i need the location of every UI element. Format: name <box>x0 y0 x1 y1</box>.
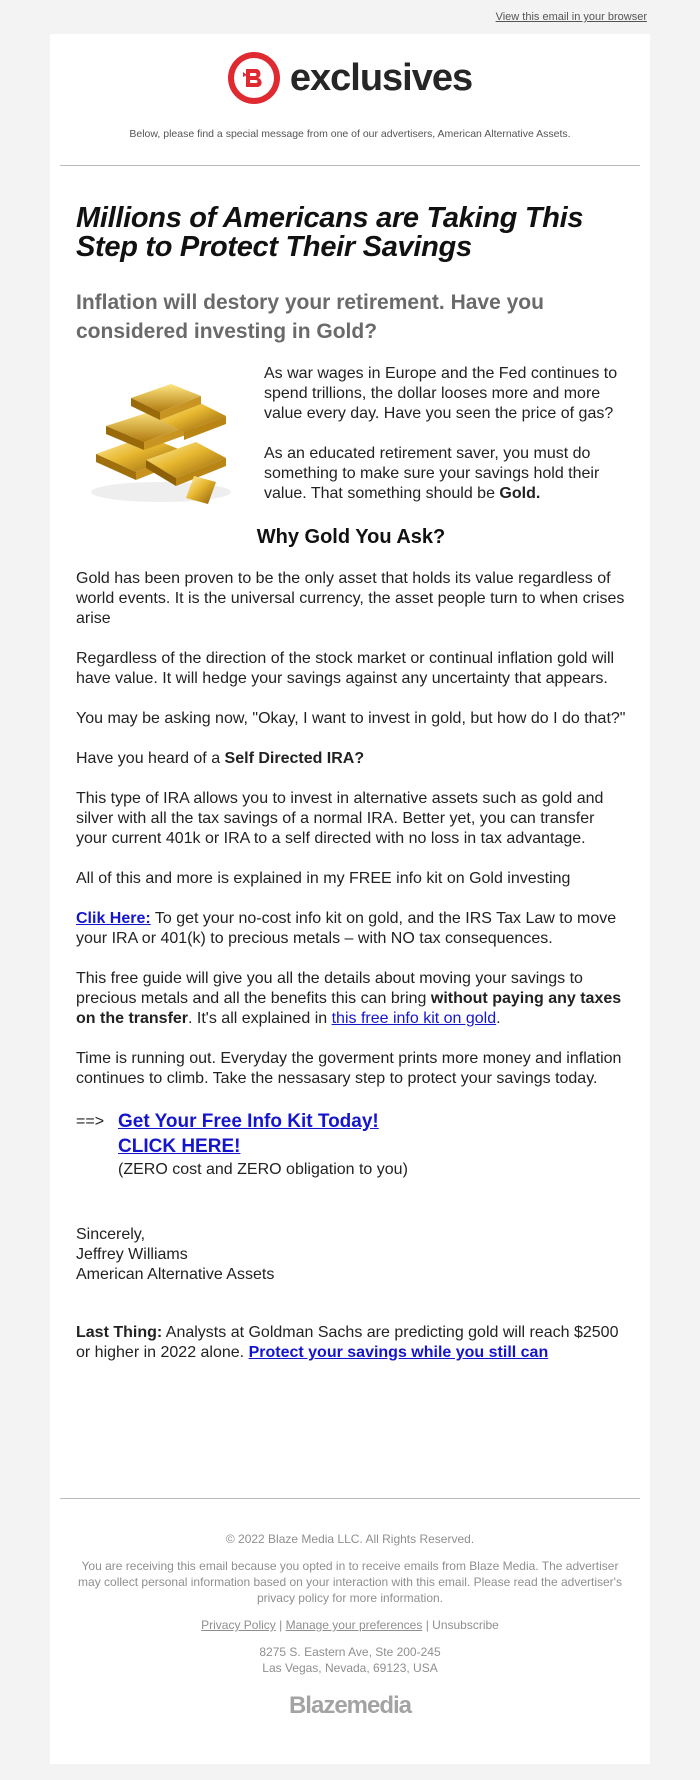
protect-savings-link[interactable]: Protect your savings while you still can <box>248 1344 549 1361</box>
last-thing-text: Analysts at Goldman Sachs are predicting gold will reach $2500 or higher in 2022 alone. <box>76 1324 619 1361</box>
body-paragraph-9: Time is running out. Everyday the goverment prints more money and inflation continues to climb. Take the nessasary step to protect your savings today. <box>76 1050 622 1087</box>
top-bar <box>0 0 700 34</box>
body-paragraph-7-text: To get your no-cost info kit on gold, and the IRS Tax Law to move your IRA or 401(k) to precious metals – with NO tax consequences. <box>76 910 617 947</box>
footer-address-1: 8275 S. Eastern Ave, Ste 200-245 <box>259 1645 441 1659</box>
view-in-browser-link[interactable]: View this email in your browser <box>495 11 647 23</box>
free-info-kit-link[interactable]: this free info kit on gold <box>331 1010 497 1027</box>
headline: Millions of Americans are Taking This Step to Protect Their Savings <box>76 202 584 263</box>
brand-name: exclusives <box>289 56 473 99</box>
body-paragraph-8-end: . <box>496 1010 501 1027</box>
why-gold-heading: Why Gold You Ask? <box>256 526 446 548</box>
get-free-info-kit-link[interactable]: Get Your Free Info Kit Today! <box>118 1111 379 1132</box>
body-paragraph-3: You may be asking now, "Okay, I want to invest in gold, but how do I do that?" <box>76 710 626 727</box>
last-thing-label: Last Thing: <box>76 1324 163 1341</box>
signature-closing: Sincerely, <box>76 1226 146 1243</box>
self-directed-ira-emphasis: Self Directed IRA? <box>224 750 365 767</box>
intro-paragraph-1: As war wages in Europe and the Fed continues to spend trillions, the dollar looses more and more value every day. Have you seen the price of gas? <box>264 365 618 422</box>
click-here-cta-link[interactable]: CLICK HERE! <box>118 1136 241 1157</box>
main-content <box>76 204 626 1383</box>
body-paragraph-8 <box>76 969 626 1029</box>
gold-emphasis: Gold. <box>499 485 541 502</box>
intro-section <box>76 364 626 524</box>
signature-company: American Alternative Assets <box>76 1266 275 1283</box>
advertiser-note: Below, please find a special message from one of our advertisers, American Alternative Assets. <box>129 128 571 140</box>
click-here-link[interactable]: Clik Here: <box>76 910 151 927</box>
body-paragraph-1: Gold has been proven to be the only asset that holds its value regardless of world events. It is the universal currency, the asset people turn to when crises arise <box>76 570 625 627</box>
email-card <box>50 34 650 1764</box>
cta-links <box>118 1109 408 1181</box>
body-paragraph-6: All of this and more is explained in my FREE info kit on Gold investing <box>76 870 571 887</box>
privacy-policy-link[interactable]: Privacy Policy <box>201 1618 276 1632</box>
intro-text <box>264 364 626 524</box>
footer-separator-1: | <box>275 1618 286 1632</box>
cta-block <box>76 1109 626 1181</box>
header-divider <box>60 165 640 166</box>
footer-notice: You are receiving this email because you opted in to receive emails from Blaze Media. The advertiser may collect personal information based on your interaction with this email. Please read the advertiser's privacy policy for more information. <box>78 1559 622 1605</box>
footer-links <box>50 1617 650 1633</box>
footer-divider <box>60 1498 640 1499</box>
brand-logo[interactable] <box>228 52 472 104</box>
body-paragraph-8-mid: . It's all explained in <box>188 1010 332 1027</box>
manage-preferences-link[interactable]: Manage your preferences <box>285 1618 423 1632</box>
blaze-media-logo[interactable]: Blazemedia <box>288 1692 412 1719</box>
intro-paragraph-2-text: As an educated retirement saver, you must do something to make sure your savings hold their value. That something should be <box>264 445 600 502</box>
body-paragraph-5: This type of IRA allows you to invest in alternative assets such as gold and silver with all the tax savings of a normal IRA. Better yet, you can transfer your current 401k or IRA to a self directed with no loss in tax advantage. <box>76 790 604 847</box>
no-taxes-emphasis: without paying any taxes on the transfer <box>76 990 622 1027</box>
body-paragraph-4 <box>76 749 626 769</box>
signature-name: Jeffrey Williams <box>76 1246 188 1263</box>
body-paragraph-2: Regardless of the direction of the stock market or continual inflation gold will have value. It will hedge your savings against any uncertainty that appears. <box>76 650 615 687</box>
brand-header <box>50 52 650 112</box>
subheadline: Inflation will destory your retirement. Have you considered investing in Gold? <box>76 291 544 343</box>
last-thing-paragraph <box>76 1323 626 1363</box>
unsubscribe-link[interactable]: Unsubscribe <box>432 1618 499 1632</box>
footer-copyright: © 2022 Blaze Media LLC. All Rights Reserved. <box>225 1532 475 1546</box>
body-paragraph-7 <box>76 909 626 949</box>
signature <box>76 1225 626 1285</box>
intro-paragraph-2 <box>264 444 626 504</box>
gold-bars-image <box>76 364 246 512</box>
footer-address-2: Las Vegas, Nevada, 69123, USA <box>262 1661 438 1675</box>
body-paragraph-4-text: Have you heard of a <box>76 750 225 767</box>
brand-logo-icon <box>228 52 280 104</box>
cta-subtext: (ZERO cost and ZERO obligation to you) <box>118 1161 408 1178</box>
body-paragraph-8-text: This free guide will give you all the details about moving your savings to precious metals and all the benefits this can bring <box>76 970 583 1007</box>
footer-separator-2: | <box>422 1618 433 1632</box>
cta-arrow: ==> <box>76 1113 105 1130</box>
